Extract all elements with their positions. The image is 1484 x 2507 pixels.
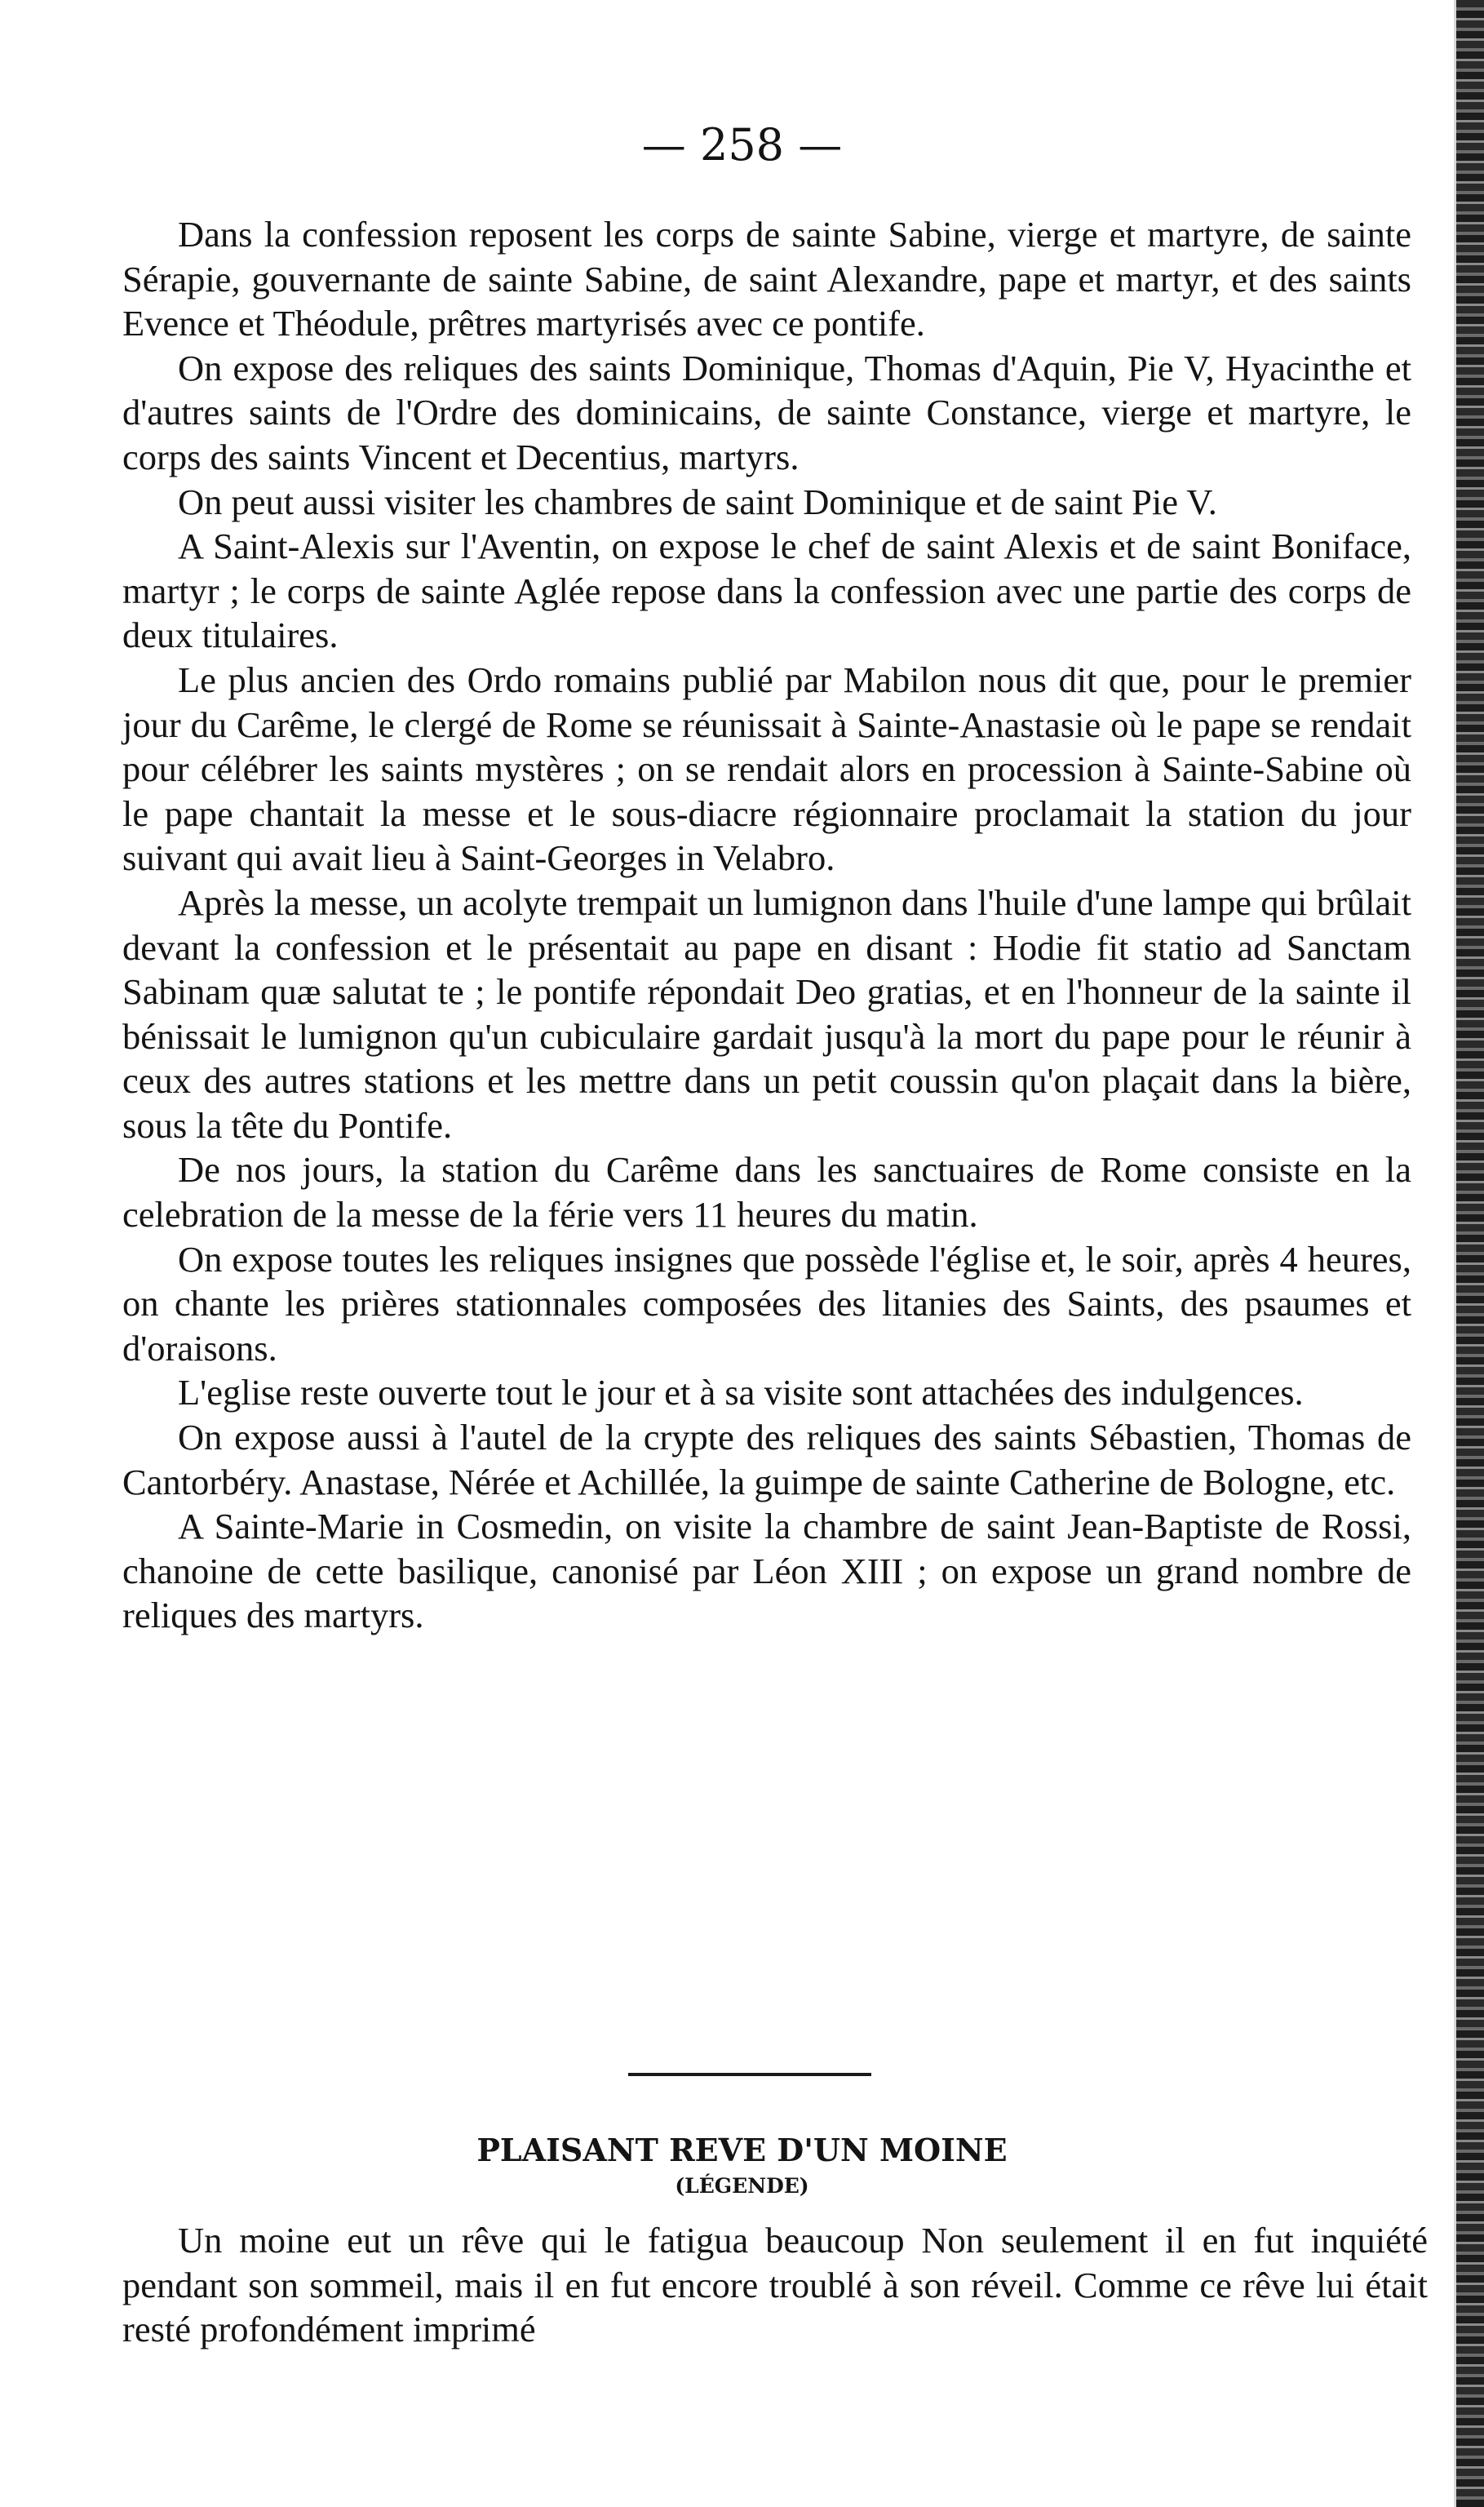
paragraph: A Sainte-Marie in Cosmedin, on visite la chambre de saint Jean-Baptiste de Rossi, chanoine de cette basilique, canonisé par Léon XIII ; on expose un grand nombre de reliques des martyrs. [122,1506,1411,1636]
paragraph: On expose toutes les reliques insignes que possède l'église et, le soir, après 4 heures, on chante les prières stationnales composées des litanies des Saints, des psaumes et d'oraisons. [122,1238,1411,1369]
section-divider [628,2073,871,2076]
body-text [122,212,1411,1638]
paragraph: Dans la confession reposent les corps de sainte Sabine, vierge et martyre, de sainte Sérapie, gouvernante de sainte Sabine, de saint Alexandre, pape et martyr, et des saints Evence et Théodule, prêtres martyrisés avec ce pontife. [122,214,1411,344]
story-text [122,2218,1428,2352]
paragraph: On peut aussi visiter les chambres de saint Dominique et de saint Pie V. [178,481,1217,522]
book-binding-edge [1454,0,1484,2507]
page-number: — 258 — [641,119,843,171]
paragraph: Après la messe, un acolyte trempait un lumignon dans l'huile d'une lampe qui brûlait devant la confession et le présentait au pape en disant : Hodie fit statio ad Sanctam Sabinam quæ salutat te ; le pontife répondait Deo gratias, et en l'honneur de la sainte il bénissait le lumignon qu'un cubiculaire gardait jusqu'à la mort du pape pour le réunir à ceux des autres stations et les mettre dans un petit coussin qu'on plaçait dans la bière, sous la tête du Pontife. [122,881,1411,1146]
story-subtitle: (LÉGENDE) [675,2174,809,2198]
story-title: PLAISANT REVE D'UN MOINE [476,2132,1008,2168]
paragraph: A Saint-Alexis sur l'Aventin, on expose le chef de saint Alexis et de saint Boniface, martyr ; le corps de sainte Aglée repose dans la confession avec une partie des corps de deux titulaires. [122,526,1411,656]
paragraph: L'eglise reste ouverte tout le jour et à sa visite sont attachées des indulgences. [178,1372,1304,1413]
paragraph: Le plus ancien des Ordo romains publié par Mabilon nous dit que, pour le premier jour du Carême, le clergé de Rome se réunissait à Sainte-Anastasie où le pape se rendait pour célébrer les saints mystères ; on se rendait alors en procession à Sainte-Sabine où le pape chantait la messe et le sous-diacre régionnaire proclamait la station du jour suivant qui avait lieu à Saint-Georges in Velabro. [122,659,1411,879]
paragraph: On expose aussi à l'autel de la crypte des reliques des saints Sébastien, Thomas de Cantorbéry. Anastase, Nérée et Achillée, la guimpe de sainte Catherine de Bologne, etc. [122,1417,1411,1502]
paragraph: De nos jours, la station du Carême dans les sanctuaires de Rome consiste en la celebration de la messe de la férie vers 11 heures du matin. [122,1149,1411,1236]
paragraph: On expose des reliques des saints Dominique, Thomas d'Aquin, Pie V, Hyacinthe et d'autres saints de l'Ordre des dominicains, de sainte Constance, vierge et martyre, le corps des saints Vincent et Decentius, martyrs. [122,347,1411,477]
story-paragraph: Un moine eut un rêve qui le fatigua beaucoup Non seulement il en fut inquiété pendant son sommeil, mais il en fut encore troublé à son réveil. Comme ce rêve lui était resté profondément imprimé [122,2220,1428,2350]
